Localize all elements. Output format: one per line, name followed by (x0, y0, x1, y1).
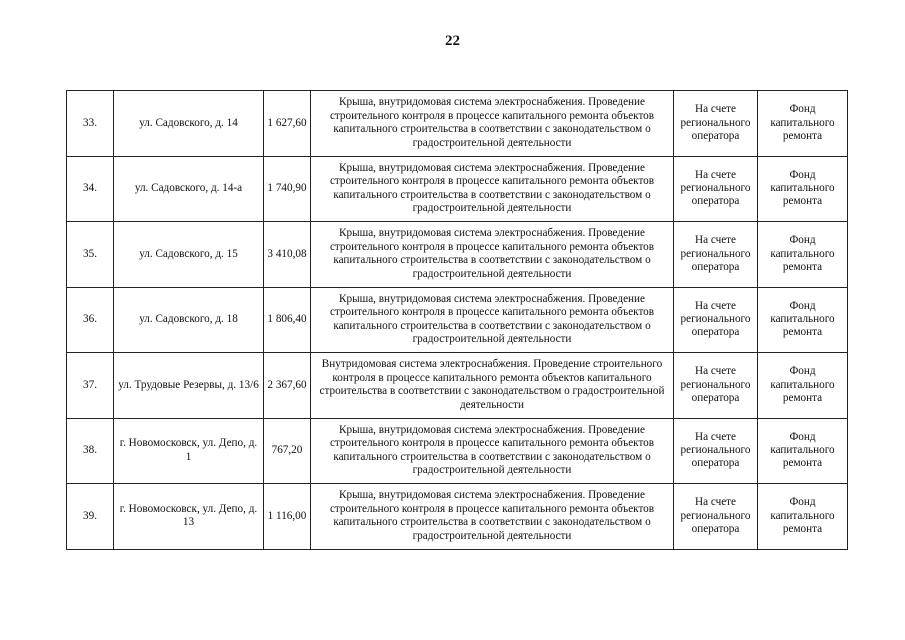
row-account: На счете регионального оператора (674, 484, 758, 550)
row-amount: 1 806,40 (264, 287, 311, 353)
row-work-description: Крыша, внутридомовая система электроснабжения. Проведение строительного контроля в процессе капитального ремонта объектов капитального строительства в соответствии с законодательством о градостроительной деятельности (311, 222, 674, 288)
row-number: 35. (67, 222, 114, 288)
table-row (67, 91, 848, 157)
row-amount: 1 627,60 (264, 91, 311, 157)
row-address: г. Новомосковск, ул. Депо, д. 1 (114, 418, 264, 484)
table-row (67, 484, 848, 550)
row-account: На счете регионального оператора (674, 287, 758, 353)
row-amount: 767,20 (264, 418, 311, 484)
row-number: 37. (67, 353, 114, 419)
row-address: ул. Садовского, д. 15 (114, 222, 264, 288)
row-fund: Фонд капитального ремонта (758, 222, 848, 288)
row-fund: Фонд капитального ремонта (758, 353, 848, 419)
row-account: На счете регионального оператора (674, 91, 758, 157)
row-number: 34. (67, 156, 114, 222)
row-account: На счете регионального оператора (674, 418, 758, 484)
row-number: 39. (67, 484, 114, 550)
table-row (67, 287, 848, 353)
table-row (67, 353, 848, 419)
row-address: ул. Садовского, д. 14 (114, 91, 264, 157)
row-fund: Фонд капитального ремонта (758, 287, 848, 353)
row-work-description: Крыша, внутридомовая система электроснабжения. Проведение строительного контроля в процессе капитального ремонта объектов капитального строительства в соответствии с законодательством о градостроительной деятельности (311, 418, 674, 484)
row-fund: Фонд капитального ремонта (758, 91, 848, 157)
row-work-description: Крыша, внутридомовая система электроснабжения. Проведение строительного контроля в процессе капитального ремонта объектов капитального строительства в соответствии с законодательством о градостроительной деятельности (311, 484, 674, 550)
repair-table-body (67, 91, 848, 550)
row-number: 33. (67, 91, 114, 157)
row-fund: Фонд капитального ремонта (758, 418, 848, 484)
row-number: 36. (67, 287, 114, 353)
row-work-description: Крыша, внутридомовая система электроснабжения. Проведение строительного контроля в процессе капитального ремонта объектов капитального строительства в соответствии с законодательством о градостроительной деятельности (311, 287, 674, 353)
row-account: На счете регионального оператора (674, 156, 758, 222)
row-address: ул. Садовского, д. 18 (114, 287, 264, 353)
page-number: 22 (445, 33, 460, 49)
row-amount: 1 116,00 (264, 484, 311, 550)
row-address: ул. Трудовые Резервы, д. 13/6 (114, 353, 264, 419)
row-amount: 1 740,90 (264, 156, 311, 222)
row-account: На счете регионального оператора (674, 353, 758, 419)
table-row (67, 156, 848, 222)
row-fund: Фонд капитального ремонта (758, 484, 848, 550)
row-amount: 2 367,60 (264, 353, 311, 419)
table-row (67, 418, 848, 484)
row-address: ул. Садовского, д. 14-а (114, 156, 264, 222)
row-work-description: Крыша, внутридомовая система электроснабжения. Проведение строительного контроля в процессе капитального ремонта объектов капитального строительства в соответствии с законодательством о градостроительной деятельности (311, 156, 674, 222)
row-account: На счете регионального оператора (674, 222, 758, 288)
repair-table (66, 90, 848, 550)
row-fund: Фонд капитального ремонта (758, 156, 848, 222)
row-work-description: Крыша, внутридомовая система электроснабжения. Проведение строительного контроля в процессе капитального ремонта объектов капитального строительства в соответствии с законодательством о градостроительной деятельности (311, 91, 674, 157)
row-amount: 3 410,08 (264, 222, 311, 288)
row-work-description: Внутридомовая система электроснабжения. Проведение строительного контроля в процессе капитального ремонта объектов капитального строительства в соответствии с законодательством о градостроительной деятельности (311, 353, 674, 419)
row-address: г. Новомосковск, ул. Депо, д. 13 (114, 484, 264, 550)
table-row (67, 222, 848, 288)
row-number: 38. (67, 418, 114, 484)
